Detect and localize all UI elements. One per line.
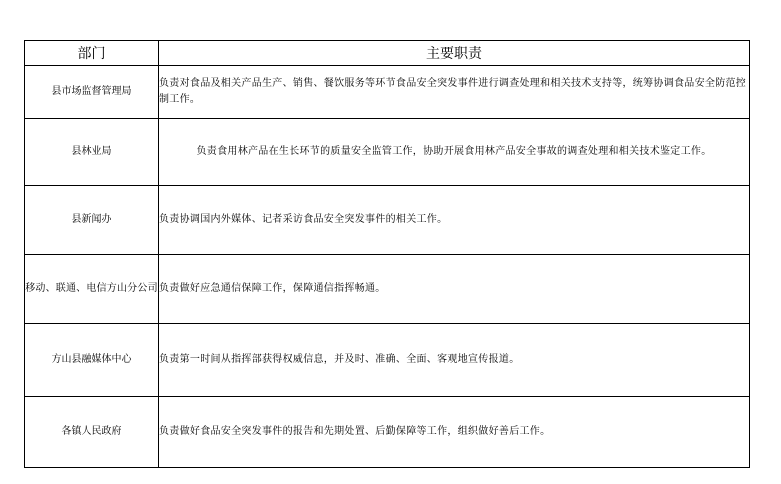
department-cell: 县市场监督管理局 bbox=[25, 66, 159, 119]
table-row bbox=[25, 324, 750, 397]
duty-cell: 负责协调国内外媒体、记者采访食品安全突发事件的相关工作。 bbox=[159, 186, 750, 255]
department-column-header: 部门 bbox=[25, 41, 159, 66]
duty-column-header: 主要职责 bbox=[159, 41, 750, 66]
duty-cell: 负责对食品及相关产品生产、销售、餐饮服务等环节食品安全突发事件进行调查处理和相关技术支持等，统筹协调食品安全防范控制工作。 bbox=[159, 66, 750, 119]
table-row bbox=[25, 397, 750, 468]
department-cell: 县新闻办 bbox=[25, 186, 159, 255]
duty-cell: 负责做好食品安全突发事件的报告和先期处置、后勤保障等工作，组织做好善后工作。 bbox=[159, 397, 750, 468]
department-cell: 移动、联通、电信方山分公司 bbox=[25, 255, 159, 324]
duty-cell: 负责做好应急通信保障工作，保障通信指挥畅通。 bbox=[159, 255, 750, 324]
table-row bbox=[25, 66, 750, 119]
department-cell: 各镇人民政府 bbox=[25, 397, 159, 468]
responsibility-table bbox=[24, 40, 750, 468]
header-row bbox=[25, 41, 750, 66]
duty-cell: 负责食用林产品在生长环节的质量安全监管工作，协助开展食用林产品安全事故的调查处理和相关技术鉴定工作。 bbox=[159, 119, 750, 186]
table-row bbox=[25, 119, 750, 186]
table-row bbox=[25, 186, 750, 255]
department-cell: 方山县融媒体中心 bbox=[25, 324, 159, 397]
department-cell: 县林业局 bbox=[25, 119, 159, 186]
table-row bbox=[25, 255, 750, 324]
duty-cell: 负责第一时间从指挥部获得权威信息，并及时、准确、全面、客观地宣传报道。 bbox=[159, 324, 750, 397]
